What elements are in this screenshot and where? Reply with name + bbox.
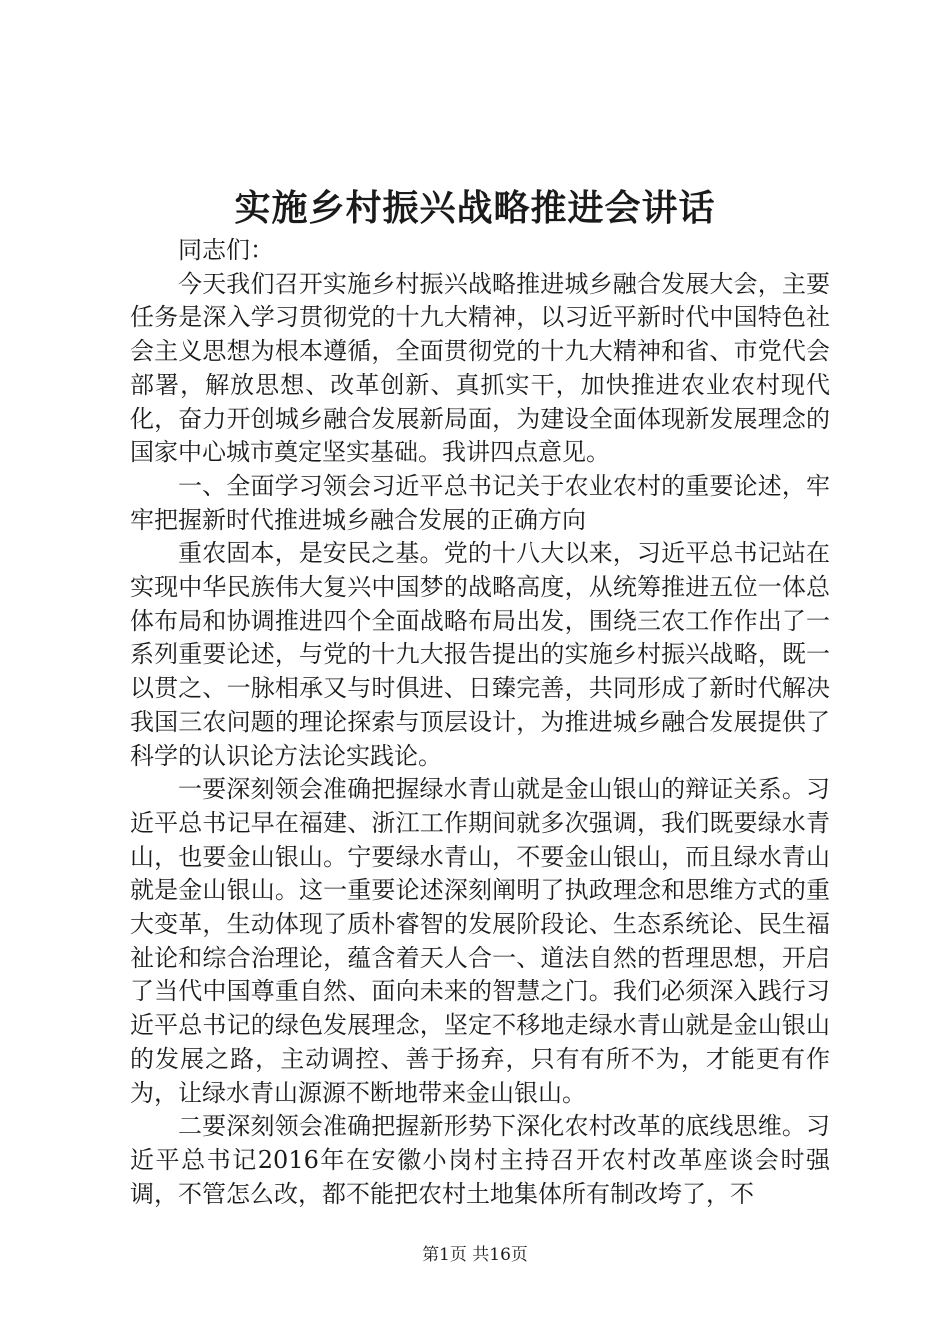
page-number-footer: 第1页 共16页 <box>422 1245 528 1265</box>
document-body <box>130 234 830 1211</box>
document-title: 实施乡村振兴战略推进会讲话 <box>234 187 716 229</box>
paragraph-point-1: 一要深刻领会准确把握绿水青山就是金山银山的辩证关系。习近平总书记早在福建、浙江工作期间就多次强调，我们既要绿水青山，也要金山银山。宁要绿水青山，不要金山银山，而且绿水青山就是金山银山。这一重要论述深刻阐明了执政理念和思维方式的重大变革，生动体现了质朴睿智的发展阶段论、生态系统论、民生福祉论和综合治理论，蕴含着天人合一、道法自然的哲理思想，开启了当代中国尊重自然、面向未来的智慧之门。我们必须深入践行习近平总书记的绿色发展理念，坚定不移地走绿水青山就是金山银山的发展之路，主动调控、善于扬弃，只有有所不为，才能更有作为，让绿水青山源源不断地带来金山银山。 <box>130 775 830 1107</box>
salutation: 同志们： <box>178 236 274 264</box>
section-heading-1: 一、全面学习领会习近平总书记关于农业农村的重要论述，牢牢把握新时代推进城乡融合发展的正确方向 <box>130 471 830 534</box>
paragraph-intro: 今天我们召开实施乡村振兴战略推进城乡融合发展大会，主要任务是深入学习贯彻党的十九大精神，以习近平新时代中国特色社会主义思想为根本遵循，全面贯彻党的十九大精神和省、市党代会部署，解放思想、改革创新、真抓实干，加快推进农业农村现代化，奋力开创城乡融合发展新局面，为建设全面体现新发展理念的国家中心城市奠定坚实基础。我讲四点意见。 <box>130 269 830 467</box>
paragraph-section-1: 重农固本，是安民之基。党的十八大以来，习近平总书记站在实现中华民族伟大复兴中国梦的战略高度，从统筹推进五位一体总体布局和协调推进四个全面战略布局出发，围绕三农工作作出了一系列重要论述，与党的十九大报告提出的实施乡村振兴战略，既一以贯之、一脉相承又与时俱进、日臻完善，共同形成了新时代解决我国三农问题的理论探索与顶层设计，为推进城乡融合发展提供了科学的认识论方法论实践论。 <box>130 539 830 770</box>
paragraph-point-2: 二要深刻领会准确把握新形势下深化农村改革的底线思维。习近平总书记2016年在安徽小岗村主持召开农村改革座谈会时强调，不管怎么改，都不能把农村土地集体所有制改垮了，不 <box>130 1112 830 1208</box>
